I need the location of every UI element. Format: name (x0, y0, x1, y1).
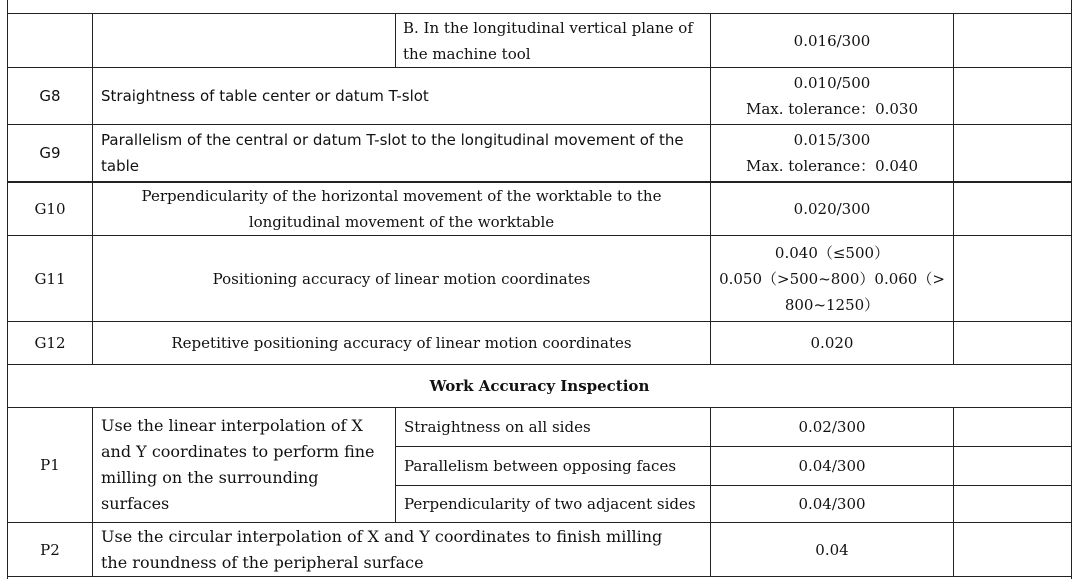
g8-tolerance (711, 68, 953, 124)
p1-tolerance-2: 0.04/300 (798, 457, 866, 475)
g12-tolerance: 0.020 (810, 334, 854, 352)
g11-tolerance (711, 236, 953, 321)
g11-tolerance-line3: 800~1250） (784, 295, 880, 314)
g8-description: Straightness of table center or datum T-slot (101, 87, 429, 105)
g9-tolerance-line1: 0.015/300 (793, 131, 871, 149)
g8-tolerance-line1: 0.010/500 (793, 74, 871, 92)
table-border-right (1071, 0, 1072, 579)
g9-description (93, 125, 710, 181)
row-divider (7, 576, 1071, 577)
g9-tolerance (711, 125, 953, 181)
b-row-item (395, 14, 710, 67)
col-divider (953, 13, 954, 364)
g11-description: Positioning accuracy of linear motion coordinates (212, 269, 591, 288)
p1-tolerance-3: 0.04/300 (798, 495, 866, 513)
p1-item-1: Straightness on all sides (404, 418, 591, 436)
g10-tolerance: 0.020/300 (793, 200, 871, 218)
p1-code: P1 (40, 456, 60, 474)
g9-tolerance-line2: Max. tolerance：0.040 (745, 157, 919, 175)
b-row-tolerance: 0.016/300 (793, 31, 871, 50)
p1-item-3: Perpendicularity of two adjacent sides (404, 495, 696, 513)
g11-tolerance-line1: 0.040（≤500） (774, 243, 890, 262)
p1-description (93, 408, 395, 522)
p1-tolerance-1: 0.02/300 (798, 418, 866, 436)
section-header: Work Accuracy Inspection (429, 377, 650, 395)
g11-code: G11 (34, 269, 66, 288)
g9-code: G9 (39, 144, 61, 162)
g12-description: Repetitive positioning accuracy of linear motion coordinates (171, 334, 632, 352)
p2-description (93, 523, 710, 576)
p2-code: P2 (40, 540, 60, 559)
b-row-item-text: B. In the longitudinal vertical plane of the machine tool (403, 18, 693, 63)
p2-description-text: Use the circular interpolation of X and Y coordinates to finish milling the roundness of the peripheral surface (101, 526, 663, 572)
p1-description-text: Use the linear interpolation of X and Y coordinates to perform fine milling on the surrounding surfaces (101, 416, 375, 513)
g8-tolerance-line2: Max. tolerance：0.030 (745, 100, 919, 118)
g10-code: G10 (34, 200, 66, 218)
p1-item-2: Parallelism between opposing faces (404, 457, 677, 475)
g10-description (93, 183, 710, 235)
g8-code: G8 (39, 87, 61, 105)
g10-description-text: Perpendicularity of the horizontal movement of the worktable to the longitudinal movement of the worktable (141, 187, 662, 231)
g11-tolerance-line2: 0.050（>500~800）0.060（> (719, 269, 945, 288)
col-divider (953, 407, 954, 576)
g12-code: G12 (34, 334, 66, 352)
p2-tolerance: 0.04 (815, 540, 849, 559)
g9-description-text: Parallelism of the central or datum T-slot to the longitudinal movement of the table (101, 131, 684, 175)
